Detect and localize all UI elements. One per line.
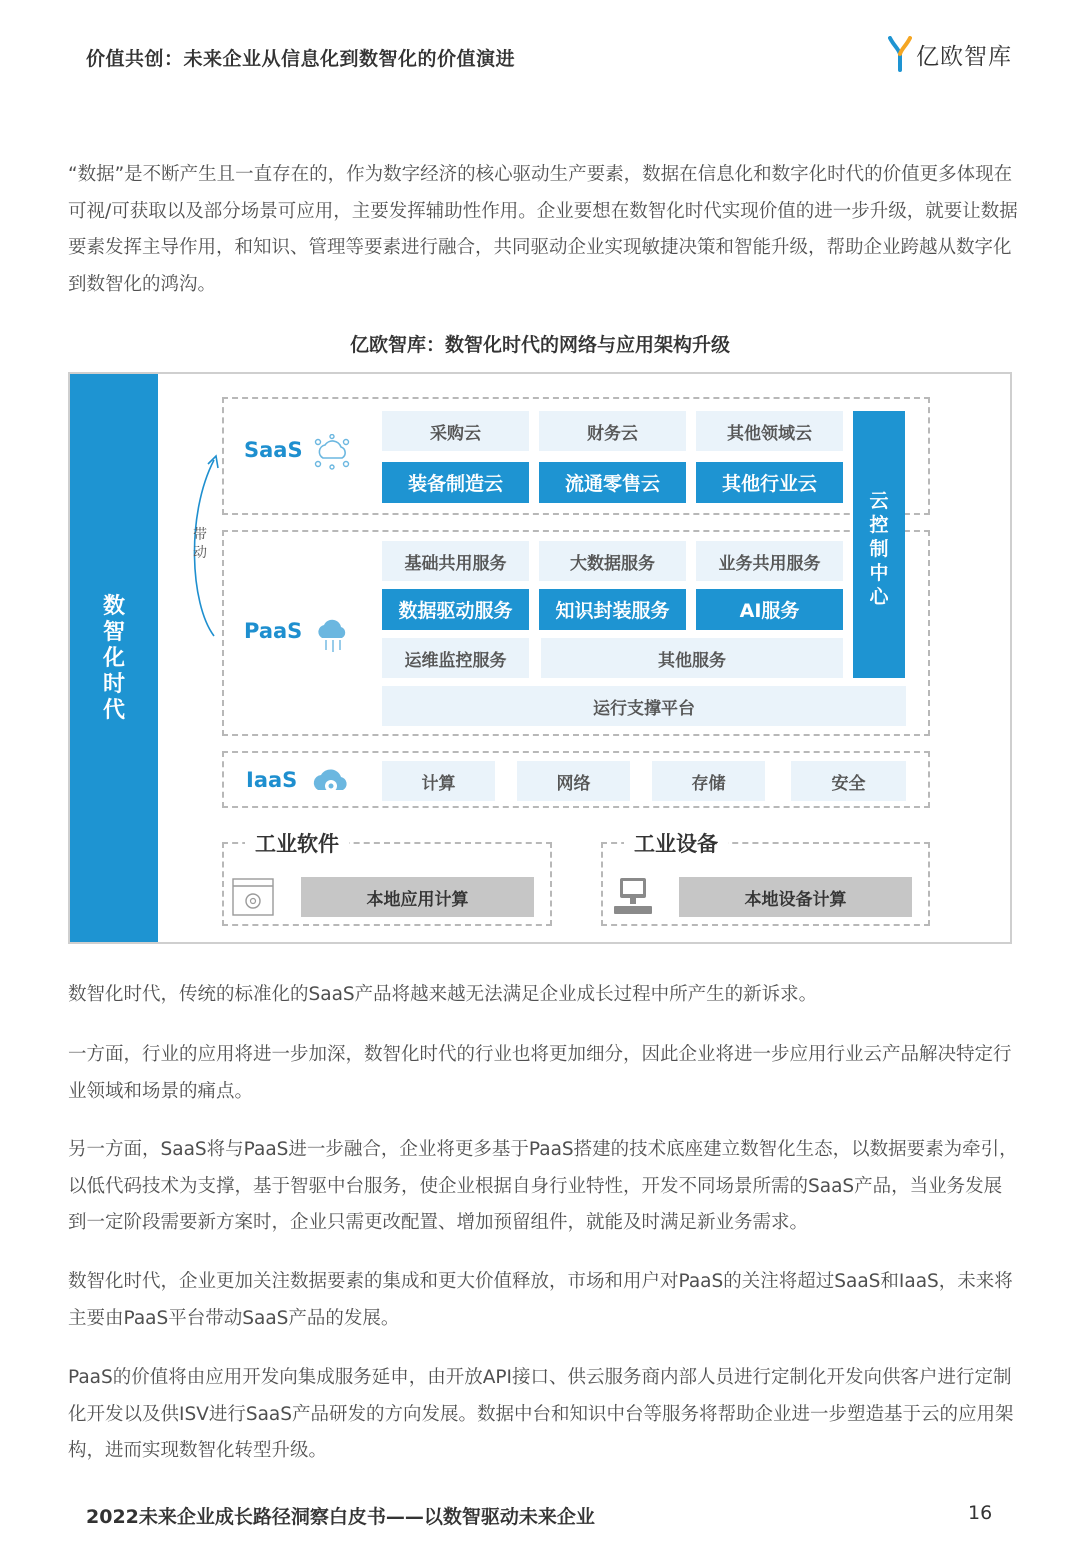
paragraph-5: 数智化时代，企业更加关注数据要素的集成和更大价值释放，市场和用户对PaaS的关注将超过SaaS和IaaS，未来将主要由PaaS平台带动SaaS产品的发展。 (68, 1271, 1013, 1329)
computer-icon (612, 876, 656, 918)
era-char: 智 (102, 620, 125, 645)
paas-cell: 大数据服务 (539, 541, 686, 581)
paas-cell: AI服务 (696, 589, 843, 630)
page-number: 16 (968, 1502, 993, 1524)
saas-cell: 其他领域云 (696, 411, 843, 451)
industrial-software-title: 工业软件 (245, 828, 349, 858)
header-title: 价值共创：未来企业从信息化到数智化的价值演进 (86, 48, 516, 70)
figure-title: 亿欧智库：数智化时代的网络与应用架构升级 (349, 334, 730, 356)
cloud-control-char: 云 (869, 490, 889, 512)
cloud-control-char: 控 (869, 514, 889, 536)
cloud-control-char: 心 (869, 586, 889, 608)
paas-cell: 数据驱动服务 (382, 589, 529, 630)
paragraph-6: PaaS的价值将由应用开发向集成服务延申，由开放API接口、供云服务商内部人员进行定制化开发向供客户进行定制化开发以及供ISV进行SaaS产品研发的方向发展。数据中台和知识中台等服务将帮助企业进一步塑造基于云的应用架构，进而实现数智化转型升级。 (68, 1367, 1014, 1461)
paas-platform: 运行支撑平台 (382, 686, 906, 726)
upload-cloud-icon (314, 614, 352, 654)
drive-label: 带动 (193, 527, 207, 561)
iaas-cell: 网络 (517, 761, 630, 801)
iaas-label: IaaS (246, 768, 298, 792)
paas-cell: 业务共用服务 (696, 541, 843, 581)
saas-cell: 装备制造云 (382, 462, 529, 503)
iaas-cell: 安全 (791, 761, 906, 801)
era-char: 时 (102, 672, 125, 697)
industrial-equipment-item: 本地设备计算 (679, 877, 912, 917)
saas-label: SaaS (244, 438, 303, 462)
iaas-cell: 存储 (652, 761, 765, 801)
saas-cell: 流通零售云 (539, 462, 686, 503)
logo-text: 亿欧智库 (916, 43, 1012, 70)
paas-cell: 运维监控服务 (382, 638, 529, 678)
logo-mark-icon (888, 36, 912, 72)
era-char: 化 (102, 646, 125, 671)
gear-cloud-icon (310, 764, 354, 798)
era-char: 数 (102, 594, 125, 619)
cloud-control-char: 中 (869, 562, 889, 584)
iaas-cell: 计算 (382, 761, 495, 801)
industrial-software-item: 本地应用计算 (301, 877, 534, 917)
settings-window-icon (232, 878, 274, 916)
industrial-equipment-title: 工业设备 (624, 828, 728, 858)
architecture-diagram (68, 372, 1012, 944)
era-char: 代 (102, 698, 125, 723)
era-label (70, 594, 158, 724)
intro-paragraph: “数据”是不断产生且一直存在的，作为数字经济的核心驱动生产要素，数据在信息化和数字化时代的价值更多体现在可视/可获取以及部分场景可应用，主要发挥辅助性作用。企业要想在数智化时代实现价值的进一步升级，就要让数据要素发挥主导作用，和知识、管理等要素进行融合，共同驱动企业实现敏捷决策和智能升级，帮助企业跨越从数字化到数智化的鸿沟。 (68, 164, 1018, 295)
cloud-control-char: 制 (869, 538, 889, 560)
footer-title: 2022未来企业成长路径洞察白皮书——以数智驱动未来企业 (86, 1506, 595, 1528)
paas-cell: 知识封装服务 (539, 589, 686, 630)
era-bar (70, 374, 158, 942)
network-cloud-icon (314, 434, 350, 470)
saas-cell: 财务云 (539, 411, 686, 451)
paragraph-2: 数智化时代，传统的标准化的SaaS产品将越来越无法满足企业成长过程中所产生的新诉求。 (68, 984, 818, 1005)
logo (888, 36, 1012, 72)
saas-cell: 采购云 (382, 411, 529, 451)
cloud-control-center (853, 411, 905, 678)
paas-cell: 基础共用服务 (382, 541, 529, 581)
paragraph-3: 一方面，行业的应用将进一步加深，数智化时代的行业也将更加细分，因此企业将进一步应用行业云产品解决特定行业领域和场景的痛点。 (68, 1044, 1012, 1102)
paas-cell: 其他服务 (541, 638, 843, 678)
paas-label: PaaS (244, 619, 303, 643)
saas-cell: 其他行业云 (696, 462, 843, 503)
paragraph-4: 另一方面，SaaS将与PaaS进一步融合，企业将更多基于PaaS搭建的技术底座建立数智化生态，以数据要素为牵引，以低代码技术为支撑，基于智驱中台服务，使企业根据自身行业特性，开发不同场景所需的SaaS产品，当业务发展到一定阶段需要新方案时，企业只需更改配置、增加预留组件，就能及时满足新业务需求。 (68, 1139, 1018, 1233)
